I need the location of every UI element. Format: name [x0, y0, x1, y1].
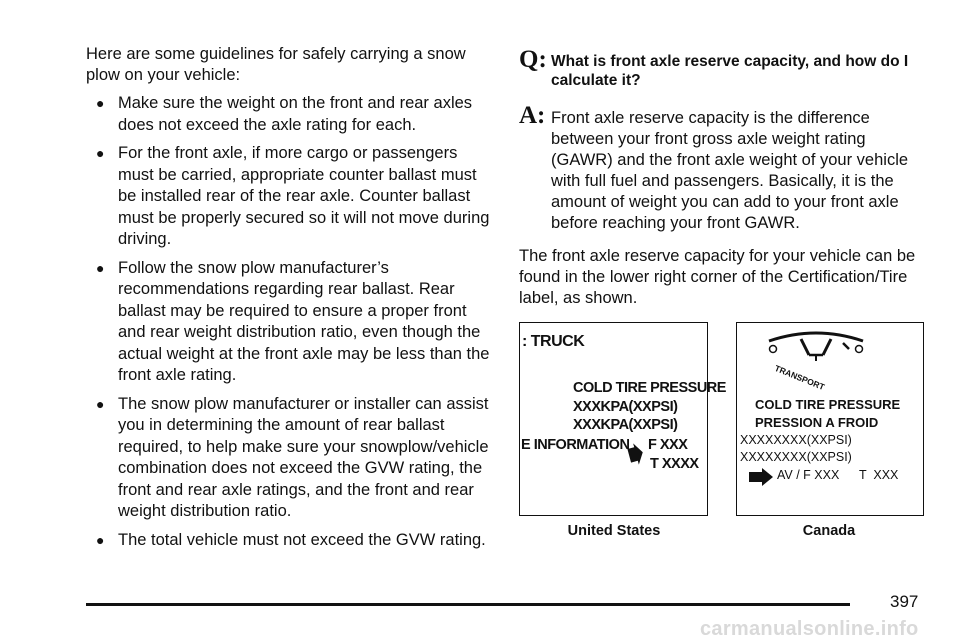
caption-united-states: United States [567, 523, 661, 539]
right-column [519, 46, 929, 309]
arrow-right-icon [628, 443, 644, 465]
transport-text: TRANSPORT [773, 363, 827, 393]
ca-kpa-1-text: XXXXXXXX(XXPSI) [740, 433, 852, 447]
us-kpa-2-text: XXXKPA(XXPSI) [573, 417, 678, 433]
page-number: 397 [890, 592, 919, 611]
us-information-text: E INFORMATION [521, 437, 630, 453]
arrow-right-icon [749, 468, 773, 486]
bullet-icon: ● [96, 95, 105, 111]
list-item: ● Follow the snow plow manufacturer’s recommendations regarding rear ballast. Rear ballast may be required to ensure a proper front and rear weight distribution ratio, even though the actual weight at the front axle may be less than the front axle rating. [96, 258, 490, 384]
guidelines-list [86, 93, 496, 551]
us-label-panel [519, 322, 726, 516]
footer-rule [86, 603, 850, 606]
canada-label-panel [736, 322, 924, 516]
us-t-value-text: T XXXX [650, 456, 699, 472]
list-item: ● The total vehicle must not exceed the GVW rating. [86, 530, 496, 552]
tire-label-figure [519, 322, 924, 542]
left-column [86, 44, 496, 551]
ca-av-value-text: AV / F XXX [777, 468, 840, 482]
ca-t-value-text: T XXX [859, 468, 899, 482]
ca-pression-text: PRESSION A FROID [755, 415, 879, 430]
intro-paragraph: Here are some guidelines for safely carrying a snow plow on your vehicle: [86, 45, 466, 84]
watermark-text: carmanualsonline.info [700, 618, 919, 640]
question-text: What is front axle reserve capacity, and how do I calculate it? [551, 53, 909, 89]
caption-canada: Canada [802, 523, 856, 539]
ca-kpa-2-text: XXXXXXXX(XXPSI) [740, 450, 852, 464]
bullet-icon: ● [96, 259, 105, 276]
list-item: ● The snow plow manufacturer or installer can assist you in determining the amount of rear ballast required, to help make sure your snowplow/vehicle combination does not exceed the GVW rating, the front and rear axle ratings, and the front and rear weight distribution ratio. [96, 394, 489, 520]
question-mark: Q: [519, 46, 547, 73]
question-block [519, 46, 929, 90]
answer-text: Front axle reserve capacity is the difference between your front gross axle weight rating (GAWR) and the front axle weight of your vehicle with full fuel and passengers. Basically, it is the amount of weight you can add to your front axle before reaching your front GAWR. [551, 109, 909, 232]
list-item: ● For the front axle, if more cargo or passengers must be carried, appropriate counter ballast must be installed rear of the rear axle. Counter ballast must be properly secured so it will not move during driving. [96, 144, 490, 248]
us-truck-text: : TRUCK [522, 333, 585, 350]
bullet-icon: ● [96, 145, 105, 161]
label-location-paragraph: The front axle reserve capacity for your vehicle can be found in the lower right corner of the Certification/Tire label, as shown. [519, 247, 916, 307]
us-cold-tire-text: COLD TIRE PRESSURE [573, 380, 726, 396]
list-item: ● Make sure the weight on the front and rear axles does not exceed the axle rating for each. [96, 94, 473, 134]
answer-mark: A: [519, 102, 546, 129]
us-kpa-1-text: XXXKPA(XXPSI) [573, 399, 678, 415]
bullet-icon: ● [96, 395, 105, 412]
us-f-value-text: F XXX [648, 437, 688, 453]
answer-block [519, 102, 929, 234]
ca-cold-tire-text: COLD TIRE PRESSURE [755, 397, 901, 412]
bullet-icon: ● [96, 531, 105, 548]
